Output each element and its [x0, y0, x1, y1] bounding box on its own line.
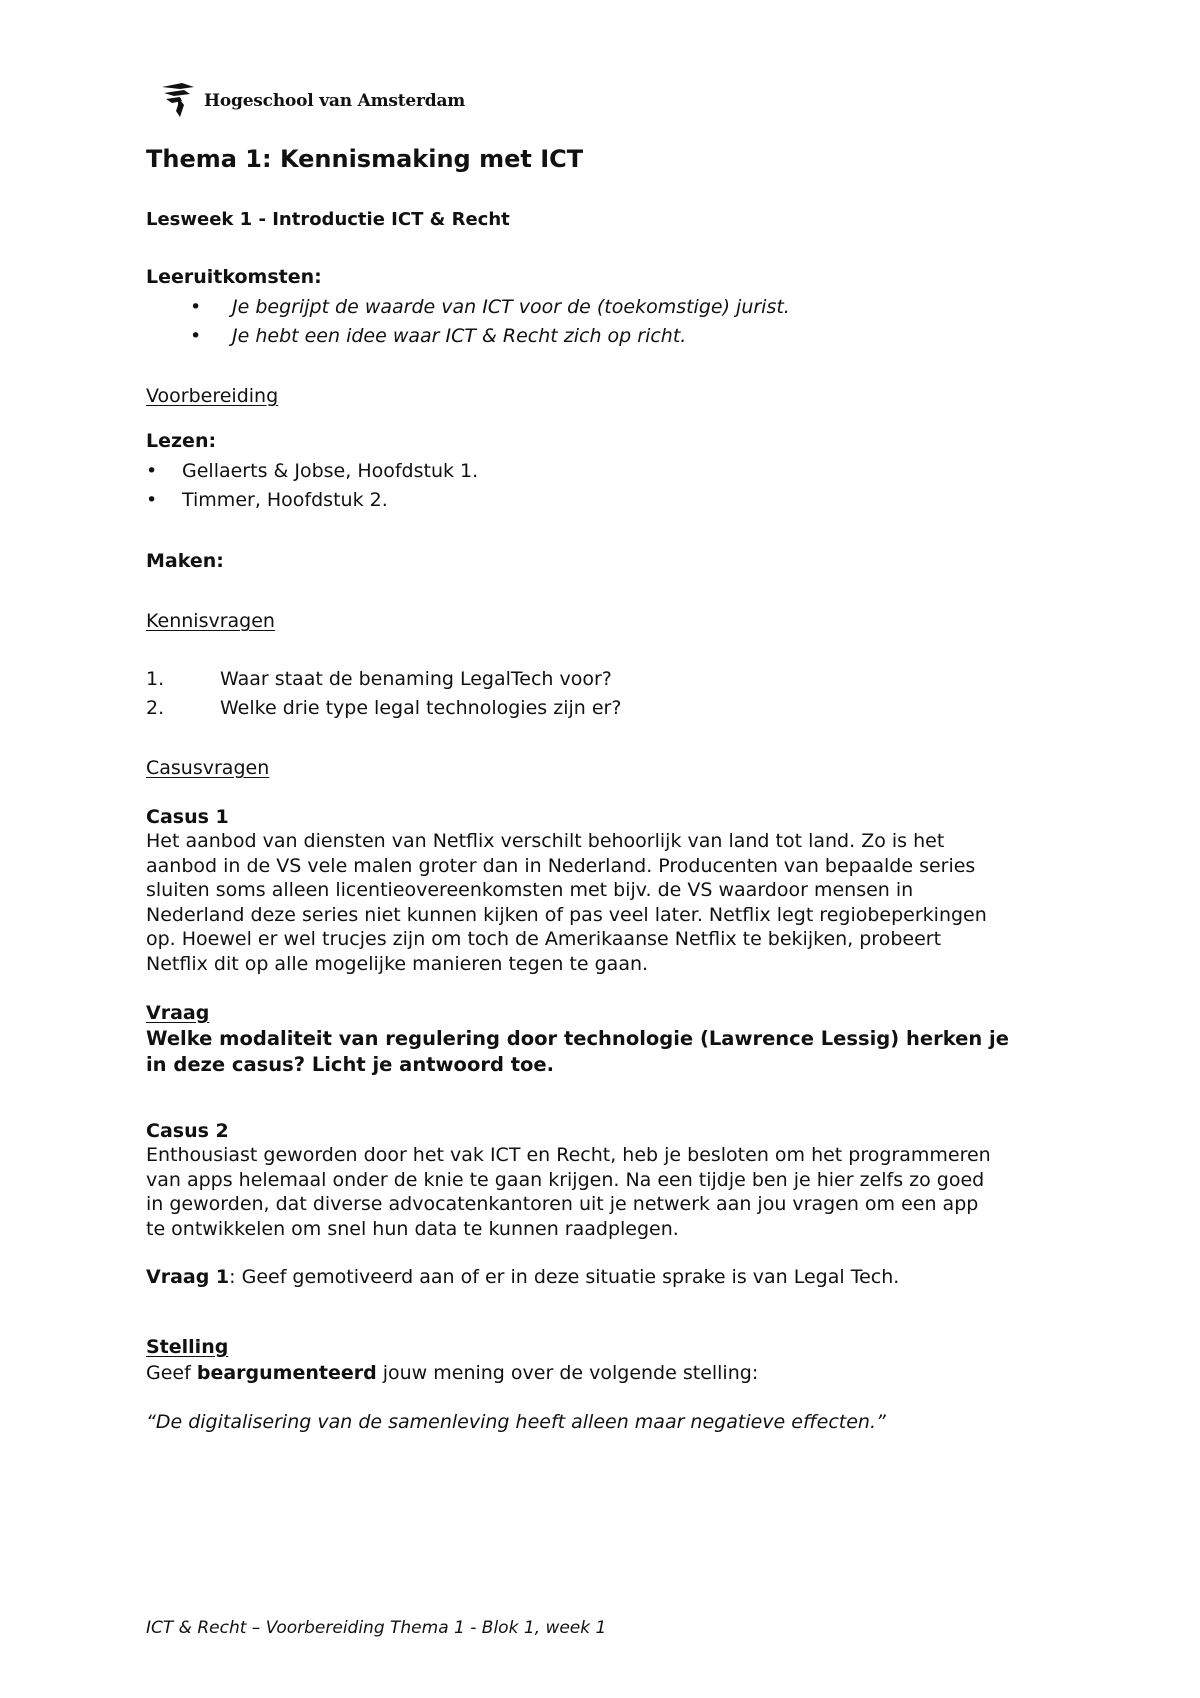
header-logo — [160, 80, 465, 122]
stelling-quote: “De digitalisering van de samenleving heeft alleen maar negatieve effecten.” — [146, 1411, 886, 1433]
casus1-text: Het aanbod van diensten van Netflix verschilt behoorlijk van land tot land. Zo is het aanbod in de VS vele malen groter dan in Nederland. Producenten van bepaalde series sluiten soms alleen licentieovereenkomsten met bijv. de VS waardoor mensen in Nederland deze series niet kunnen kijken of pas veel later. Netflix legt regiobeperkingen op. Hoewel er wel trucjes zijn om toch de Amerikaanse Netflix te bekijken, probeert Netflix dit op alle mogelijke manieren tegen te gaan. — [146, 830, 987, 975]
casus2-heading: Casus 2 — [146, 1120, 229, 1142]
list-item: • Timmer, Hoofdstuk 2. — [146, 486, 478, 515]
lezen-list — [146, 457, 478, 515]
casusvragen-heading: Casusvragen — [146, 757, 270, 779]
kennisvragen-list — [146, 665, 621, 723]
leeruitkomsten-list — [190, 293, 790, 351]
casus1-vraag-text: Welke modaliteit van regulering door technologie (Lawrence Lessig) herken je in deze casus? Licht je antwoord toe. — [146, 1027, 1009, 1076]
stelling-intro: Geef beargumenteerd jouw mening over de volgende stelling: — [146, 1362, 759, 1384]
casus2-vraag-label: Vraag 1 — [146, 1266, 230, 1288]
casus1-vraag-heading: Vraag — [146, 1002, 210, 1024]
bullet-icon: • — [190, 296, 202, 318]
list-item: 1. Waar staat de benaming LegalTech voor? — [146, 668, 612, 690]
casus2-text: Enthousiast geworden door het vak ICT en Recht, heb je besloten om het programmeren van apps helemaal onder de knie te gaan krijgen. Na een tijdje ben je hier zelfs zo goed in geworden, dat diverse advocatenkantoren uit je netwerk aan jou vragen om een app te ontwikkelen om snel hun data te kunnen raadplegen. — [146, 1144, 991, 1240]
list-item: 2. Welke drie type legal technologies zijn er? — [146, 697, 622, 719]
bullet-icon: • — [146, 460, 158, 482]
list-item: • Je begrijpt de waarde van ICT voor de (toekomstige) jurist. — [190, 293, 790, 322]
maken-heading: Maken: — [146, 550, 224, 572]
leeruitkomsten-heading: Leeruitkomsten: — [146, 266, 322, 288]
lesweek-subtitle: Lesweek 1 - Introductie ICT & Recht — [146, 209, 510, 230]
casus1-heading: Casus 1 — [146, 806, 229, 828]
lezen-heading: Lezen: — [146, 430, 217, 452]
hva-logo-icon — [160, 81, 198, 121]
casus2-vraag-text: : Geef gemotiveerd aan of er in deze situatie sprake is van Legal Tech. — [229, 1266, 900, 1288]
stelling-heading: Stelling — [146, 1336, 229, 1358]
page-title: Thema 1: Kennismaking met ICT — [146, 145, 584, 173]
kennisvragen-heading: Kennisvragen — [146, 610, 275, 632]
bullet-icon: • — [190, 325, 202, 347]
bullet-icon: • — [146, 489, 158, 511]
page-footer: ICT & Recht – Voorbereiding Thema 1 - Blok 1, week 1 — [146, 1618, 607, 1638]
list-item: • Je hebt een idee waar ICT & Recht zich op richt. — [190, 322, 790, 351]
logo-text: Hogeschool van Amsterdam — [204, 91, 466, 111]
casus2-vraag — [146, 1265, 899, 1290]
list-item: • Gellaerts & Jobse, Hoofdstuk 1. — [146, 457, 478, 486]
voorbereiding-heading: Voorbereiding — [146, 385, 279, 407]
